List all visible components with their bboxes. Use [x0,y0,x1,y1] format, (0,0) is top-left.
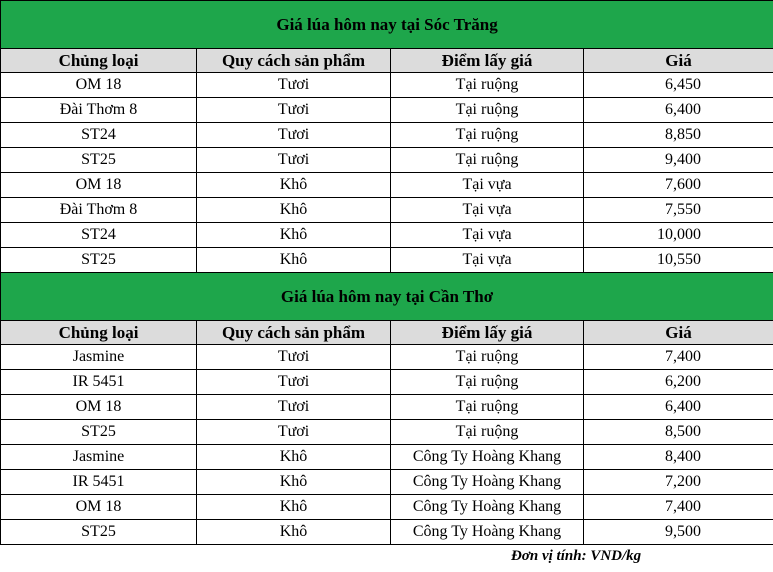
table-row [1,198,773,223]
variety-cell: OM 18 [1,395,197,420]
spec-cell: Tươi [197,370,391,395]
spec-cell: Khô [197,495,391,520]
table-row [1,248,773,273]
variety-cell: Jasmine [1,445,197,470]
table-row [1,520,773,545]
variety-cell: ST25 [1,520,197,545]
variety-cell: ST24 [1,123,197,148]
spec-cell: Tươi [197,345,391,370]
location-cell: Công Ty Hoàng Khang [391,520,584,545]
table-row [1,395,773,420]
column-header: Chủng loại [1,321,197,345]
table-row [1,173,773,198]
price-cell: 6,450 [584,73,773,98]
table-row [1,98,773,123]
location-cell: Tại ruộng [391,420,584,445]
variety-cell: OM 18 [1,173,197,198]
location-cell: Tại vựa [391,248,584,273]
section-title: Giá lúa hôm nay tại Sóc Trăng [1,1,773,49]
location-cell: Công Ty Hoàng Khang [391,470,584,495]
table-row [1,73,773,98]
spec-cell: Khô [197,223,391,248]
variety-cell: ST24 [1,223,197,248]
price-cell: 10,000 [584,223,773,248]
price-cell: 8,500 [584,420,773,445]
variety-cell: ST25 [1,148,197,173]
variety-cell: Jasmine [1,345,197,370]
header-row [1,49,773,73]
variety-cell: ST25 [1,420,197,445]
location-cell: Tại vựa [391,173,584,198]
unit-note [0,546,773,566]
location-cell: Tại ruộng [391,98,584,123]
variety-cell: IR 5451 [1,370,197,395]
table-row [1,370,773,395]
price-cell: 6,400 [584,395,773,420]
price-cell: 7,400 [584,495,773,520]
spec-cell: Khô [197,520,391,545]
spec-cell: Tươi [197,98,391,123]
location-cell: Công Ty Hoàng Khang [391,445,584,470]
spec-cell: Tươi [197,148,391,173]
location-cell: Tại vựa [391,223,584,248]
variety-cell: Đài Thơm 8 [1,98,197,123]
spec-cell: Tươi [197,123,391,148]
variety-cell: Đài Thơm 8 [1,198,197,223]
price-cell: 9,500 [584,520,773,545]
spec-cell: Khô [197,248,391,273]
column-header: Giá [584,321,773,345]
table-row [1,345,773,370]
location-cell: Tại ruộng [391,345,584,370]
location-cell: Tại ruộng [391,73,584,98]
price-cell: 7,200 [584,470,773,495]
price-cell: 8,400 [584,445,773,470]
spec-cell: Tươi [197,395,391,420]
price-cell: 7,600 [584,173,773,198]
column-header: Chủng loại [1,49,197,73]
location-cell: Tại ruộng [391,148,584,173]
location-cell: Tại ruộng [391,123,584,148]
column-header: Điểm lấy giá [391,49,584,73]
column-header: Quy cách sản phẩm [197,49,391,73]
section-title: Giá lúa hôm nay tại Cần Thơ [1,273,773,321]
price-cell: 7,550 [584,198,773,223]
table-row [1,470,773,495]
location-cell: Tại ruộng [391,395,584,420]
table-row [1,148,773,173]
table-row [1,495,773,520]
table-row [1,223,773,248]
header-row [1,321,773,345]
location-cell: Công Ty Hoàng Khang [391,495,584,520]
spec-cell: Khô [197,470,391,495]
spec-cell: Khô [197,198,391,223]
location-cell: Tại ruộng [391,370,584,395]
table-row [1,420,773,445]
location-cell: Tại vựa [391,198,584,223]
section-title-row [1,273,773,321]
column-header: Giá [584,49,773,73]
section-title-row [1,1,773,49]
price-cell: 10,550 [584,248,773,273]
price-cell: 9,400 [584,148,773,173]
table-row [1,445,773,470]
variety-cell: OM 18 [1,495,197,520]
spec-cell: Tươi [197,73,391,98]
price-cell: 8,850 [584,123,773,148]
variety-cell: IR 5451 [1,470,197,495]
column-header: Điểm lấy giá [391,321,584,345]
price-cell: 6,400 [584,98,773,123]
table-row [1,123,773,148]
spec-cell: Khô [197,173,391,198]
spec-cell: Tươi [197,420,391,445]
spec-cell: Khô [197,445,391,470]
variety-cell: ST25 [1,248,197,273]
column-header: Quy cách sản phẩm [197,321,391,345]
unit-note-text: Đơn vị tính: VND/kg [511,548,642,564]
price-cell: 7,400 [584,345,773,370]
variety-cell: OM 18 [1,73,197,98]
price-cell: 6,200 [584,370,773,395]
